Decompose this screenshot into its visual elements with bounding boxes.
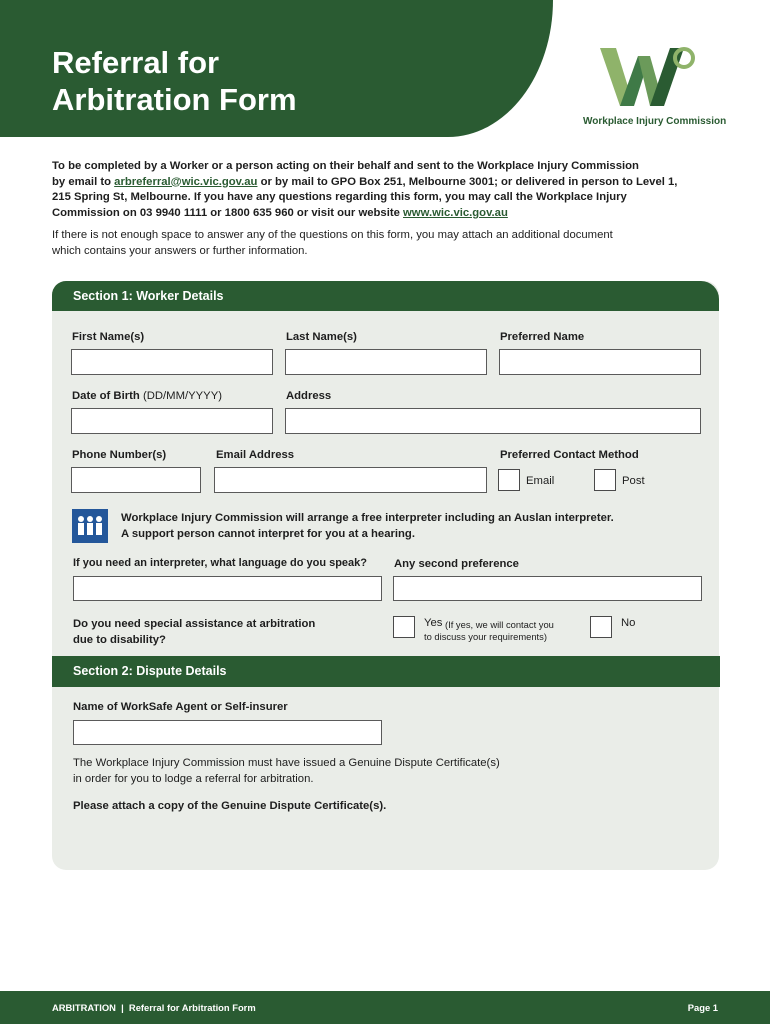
email-label: Email Address (216, 449, 295, 461)
intro-text: or by mail to GPO Box 251, Melbourne 3001; or delivered in person to Level 1, (257, 175, 678, 188)
logo-text: Workplace Injury Commission (583, 116, 727, 127)
assistance-yes-note-2: to discuss your requirements) (424, 631, 547, 642)
agent-input[interactable] (73, 720, 382, 745)
section-2-title: Section 2: Dispute Details (73, 664, 227, 678)
first-name-label: First Name(s) (72, 331, 145, 343)
title-line-1: Referral for (52, 45, 220, 80)
assistance-line-1: Do you need special assistance at arbitration (73, 618, 316, 630)
certificate-line-1: The Workplace Injury Commission must have issued a Genuine Dispute Certificate(s) (73, 757, 500, 769)
note-line-2: which contains your answers or further information. (52, 244, 308, 257)
language-label: If you need an interpreter, what language do you speak? (73, 557, 368, 569)
intro-line-3: 215 Spring St, Melbourne. If you have any questions regarding this form, you may call the Workplace Injury (52, 191, 627, 204)
agent-label: Name of WorkSafe Agent or Self-insurer (73, 701, 288, 713)
address-input[interactable] (285, 408, 701, 434)
dob-label (72, 390, 222, 402)
contact-email-label: Email (526, 475, 555, 487)
preferred-name-label: Preferred Name (500, 331, 585, 343)
language-input[interactable] (73, 576, 382, 601)
assistance-yes-label: Yes (424, 617, 443, 629)
interpreter-icon (72, 509, 108, 543)
intro-line-4 (52, 206, 717, 222)
dob-input[interactable] (71, 408, 273, 434)
assistance-line-2: due to disability? (73, 633, 166, 646)
contact-post-checkbox[interactable] (594, 469, 616, 491)
footer (0, 991, 770, 1024)
email-link[interactable]: arbreferral@wic.vic.gov.au (114, 175, 258, 188)
first-name-input[interactable] (71, 349, 273, 375)
address-label: Address (286, 390, 332, 402)
assistance-yes-checkbox[interactable] (393, 616, 415, 638)
interpreter-line-1: Workplace Injury Commission will arrange a free interpreter including an Auslan interpreter. (121, 512, 614, 524)
dob-label-text: Date of Birth (72, 390, 140, 402)
contact-email-checkbox[interactable] (498, 469, 520, 491)
section-1-title: Section 1: Worker Details (73, 289, 224, 303)
intro-line-2 (52, 175, 717, 191)
wic-logo-icon (598, 44, 702, 108)
dob-format: (DD/MM/YYYY) (142, 390, 223, 402)
section-2-header (52, 656, 720, 687)
page-number: Page 1 (687, 1002, 718, 1013)
phone-input[interactable] (71, 467, 201, 493)
page-title (52, 44, 297, 118)
footer-title: ARBITRATION | Referral for Arbitration Form (52, 1002, 256, 1013)
title-line-2: Arbitration Form (52, 82, 297, 117)
interpreter-line-2: A support person cannot interpret for you at a hearing. (121, 527, 415, 540)
preferred-name-input[interactable] (499, 349, 701, 375)
assistance-yes-note-1: (If yes, we will contact you (445, 619, 554, 630)
intro-text: Commission on 03 9940 1111 or 1800 635 960 or visit our website (52, 206, 404, 219)
last-name-input[interactable] (285, 349, 487, 375)
intro-note (52, 228, 717, 259)
email-input[interactable] (214, 467, 487, 493)
interpreter-notice (121, 511, 614, 542)
attach-instruction: Please attach a copy of the Genuine Dispute Certificate(s). (73, 800, 387, 812)
note-line-1: If there is not enough space to answer any of the questions on this form, you may attach an additional document (52, 229, 613, 241)
intro-text: by email to (52, 175, 115, 188)
phone-label: Phone Number(s) (72, 449, 167, 461)
intro-paragraph (52, 159, 717, 221)
assistance-question (73, 617, 315, 648)
intro-line-1: To be completed by a Worker or a person acting on their behalf and sent to the Workplace Injury Commission (52, 160, 639, 172)
section-1-header (52, 281, 719, 311)
certificate-line-2: in order for you to lodge a referral for arbitration. (73, 772, 314, 785)
certificate-paragraph (73, 756, 500, 787)
assistance-no-checkbox[interactable] (590, 616, 612, 638)
contact-post-label: Post (622, 475, 645, 487)
website-link[interactable]: www.wic.vic.gov.au (403, 206, 508, 219)
last-name-label: Last Name(s) (286, 331, 357, 343)
contact-method-label: Preferred Contact Method (500, 449, 639, 461)
assistance-no-label: No (621, 617, 636, 629)
second-preference-label: Any second preference (394, 558, 519, 570)
second-preference-input[interactable] (393, 576, 702, 601)
